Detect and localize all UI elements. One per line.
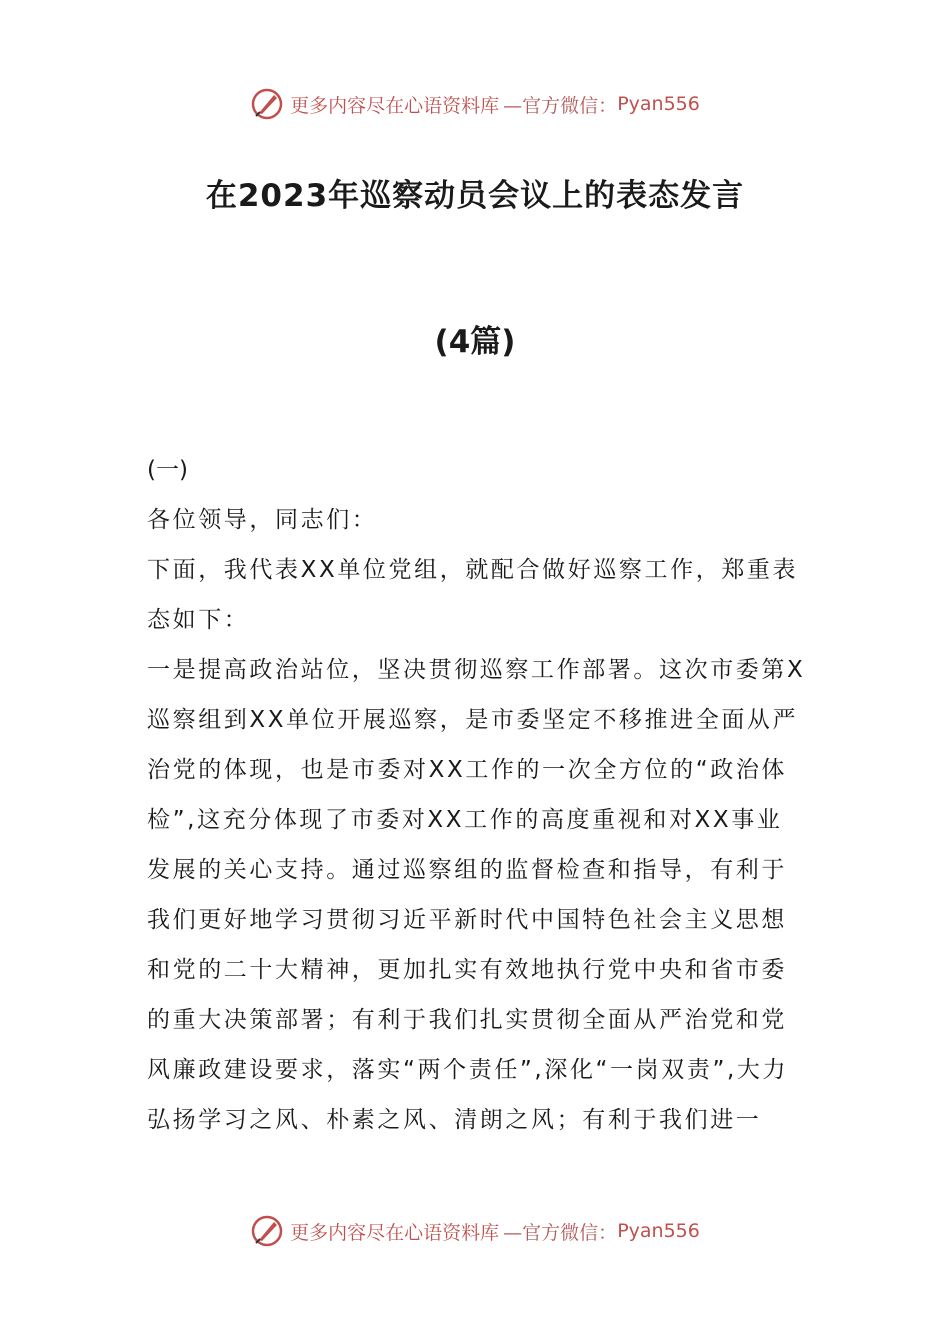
banner-wechat-label: —官方微信： bbox=[503, 1221, 618, 1244]
banner-wechat-label: —官方微信： bbox=[503, 94, 618, 117]
header-watermark bbox=[0, 84, 950, 124]
banner-wechat-id: Pyan556 bbox=[617, 93, 700, 115]
document-body bbox=[147, 445, 807, 1145]
paragraph-intro: 下面，我代表XX单位党组，就配合做好巡察工作，郑重表态如下： bbox=[147, 557, 799, 633]
section-number: (一) bbox=[147, 457, 188, 483]
document-subtitle: (4篇) bbox=[434, 324, 516, 360]
banner-text: 更多内容尽在心语资料库 bbox=[290, 1221, 500, 1244]
footer-watermark bbox=[0, 1211, 950, 1251]
quill-logo-icon bbox=[250, 1214, 284, 1248]
banner-wechat-id: Pyan556 bbox=[617, 1220, 700, 1242]
document-title: 在2023年巡察动员会议上的表态发言 bbox=[205, 178, 745, 214]
paragraph-point-one: 一是提高政治站位，坚决贯彻巡察工作部署。这次市委第X巡察组到XX单位开展巡察，是市委坚定不移推进全面从严治党的体现，也是市委对XX工作的一次全方位的“政治体检”,这充分体现了市委对XX工作的高度重视和对XX事业发展的关心支持。通过巡察组的监督检查和指导，有利于我们更好地学习贯彻习近平新时代中国特色社会主义思想和党的二十大精神，更加扎实有效地执行党中央和省市委的重大决策部署；有利于我们扎实贯彻全面从严治党和党风廉政建设要求，落实“两个责任”,深化“一岗双责”,大力弘扬学习之风、朴素之风、清朗之风；有利于我们进一 bbox=[147, 657, 806, 1133]
salutation: 各位领导，同志们： bbox=[147, 507, 378, 533]
quill-logo-icon bbox=[250, 87, 284, 121]
banner-text: 更多内容尽在心语资料库 bbox=[290, 94, 500, 117]
